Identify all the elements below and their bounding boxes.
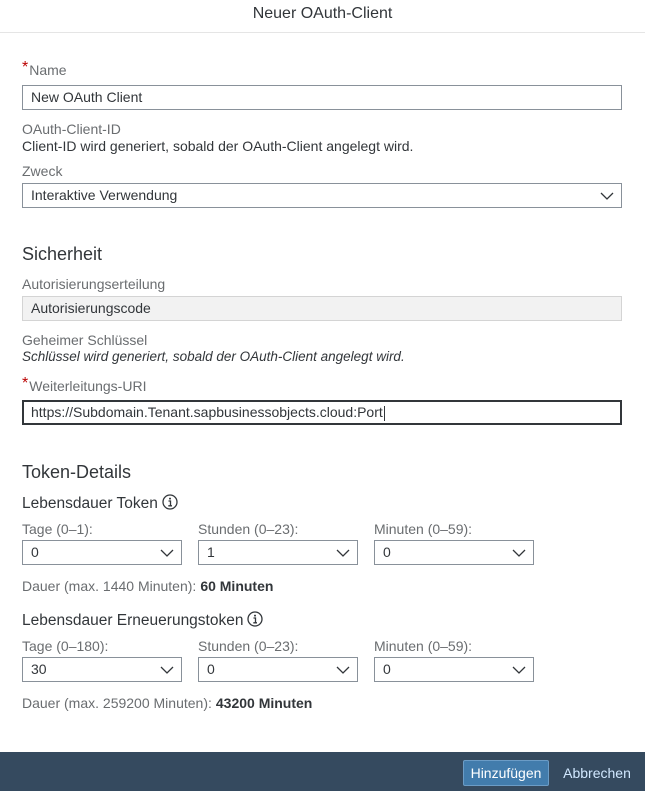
secret-label: Geheimer Schlüssel [22,332,148,348]
refresh-minutes-label: Minuten (0–59): [374,638,473,654]
chevron-down-icon [335,658,351,681]
token-section-title: Token-Details [22,462,132,482]
client-id-text: Client-ID wird generiert, sobald der OAuth-Client angelegt wird. [22,138,414,154]
dialog-footer [0,752,645,791]
refresh-minutes-select[interactable] [374,657,534,682]
refresh-lifetime-title: Lebensdauer Erneuerungstoken [22,611,263,630]
chevron-down-icon [511,541,527,564]
info-icon[interactable] [247,611,263,627]
redirect-uri-label: *Weiterleitungs-URI [22,375,147,394]
token-hours-value: 1 [207,544,215,560]
name-input[interactable]: New OAuth Client [22,85,622,110]
refresh-duration: Dauer (max. 259200 Minuten): 43200 Minuten [22,695,313,711]
refresh-days-select[interactable] [22,657,182,682]
refresh-minutes-value: 0 [383,661,391,677]
info-icon[interactable] [162,494,178,510]
secret-text: Schlüssel wird generiert, sobald der OAuth-Client angelegt wird. [22,349,405,364]
token-days-label: Tage (0–1): [22,521,93,537]
token-minutes-value: 0 [383,544,391,560]
refresh-hours-select[interactable] [198,657,358,682]
client-id-label: OAuth-Client-ID [22,121,121,137]
dialog-title: Neuer OAuth-Client [0,0,645,33]
required-marker: * [22,59,29,76]
refresh-hours-value: 0 [207,661,215,677]
refresh-days-value: 30 [31,661,47,677]
grant-label: Autorisierungserteilung [22,276,166,292]
token-days-select[interactable] [22,540,182,565]
required-marker: * [22,375,29,392]
cancel-button[interactable]: Abbrechen [563,765,631,781]
chevron-down-icon [159,658,175,681]
chevron-down-icon [511,658,527,681]
chevron-down-icon [335,541,351,564]
refresh-days-label: Tage (0–180): [22,638,109,654]
text-caret [384,406,385,421]
refresh-duration-value: 43200 Minuten [215,695,313,711]
token-days-value: 0 [31,544,39,560]
purpose-select[interactable] [22,183,622,208]
purpose-value: Interaktive Verwendung [31,187,178,203]
purpose-label: Zweck [22,163,63,179]
token-minutes-label: Minuten (0–59): [374,521,473,537]
grant-field: Autorisierungscode [22,296,622,321]
token-hours-select[interactable] [198,540,358,565]
redirect-uri-input[interactable] [22,400,622,425]
token-lifetime-title: Lebensdauer Token [22,494,178,513]
name-label: *Name [22,59,67,78]
token-minutes-select[interactable] [374,540,534,565]
chevron-down-icon [159,541,175,564]
chevron-down-icon [599,184,615,207]
token-duration: Dauer (max. 1440 Minuten): 60 Minuten [22,578,274,594]
token-duration-value: 60 Minuten [200,578,274,594]
redirect-uri-value: https://Subdomain.Tenant.sapbusinessobjects.cloud:Port [31,404,383,420]
add-button[interactable]: Hinzufügen [463,760,549,786]
token-hours-label: Stunden (0–23): [198,521,299,537]
security-section-title: Sicherheit [22,244,103,264]
refresh-hours-label: Stunden (0–23): [198,638,299,654]
